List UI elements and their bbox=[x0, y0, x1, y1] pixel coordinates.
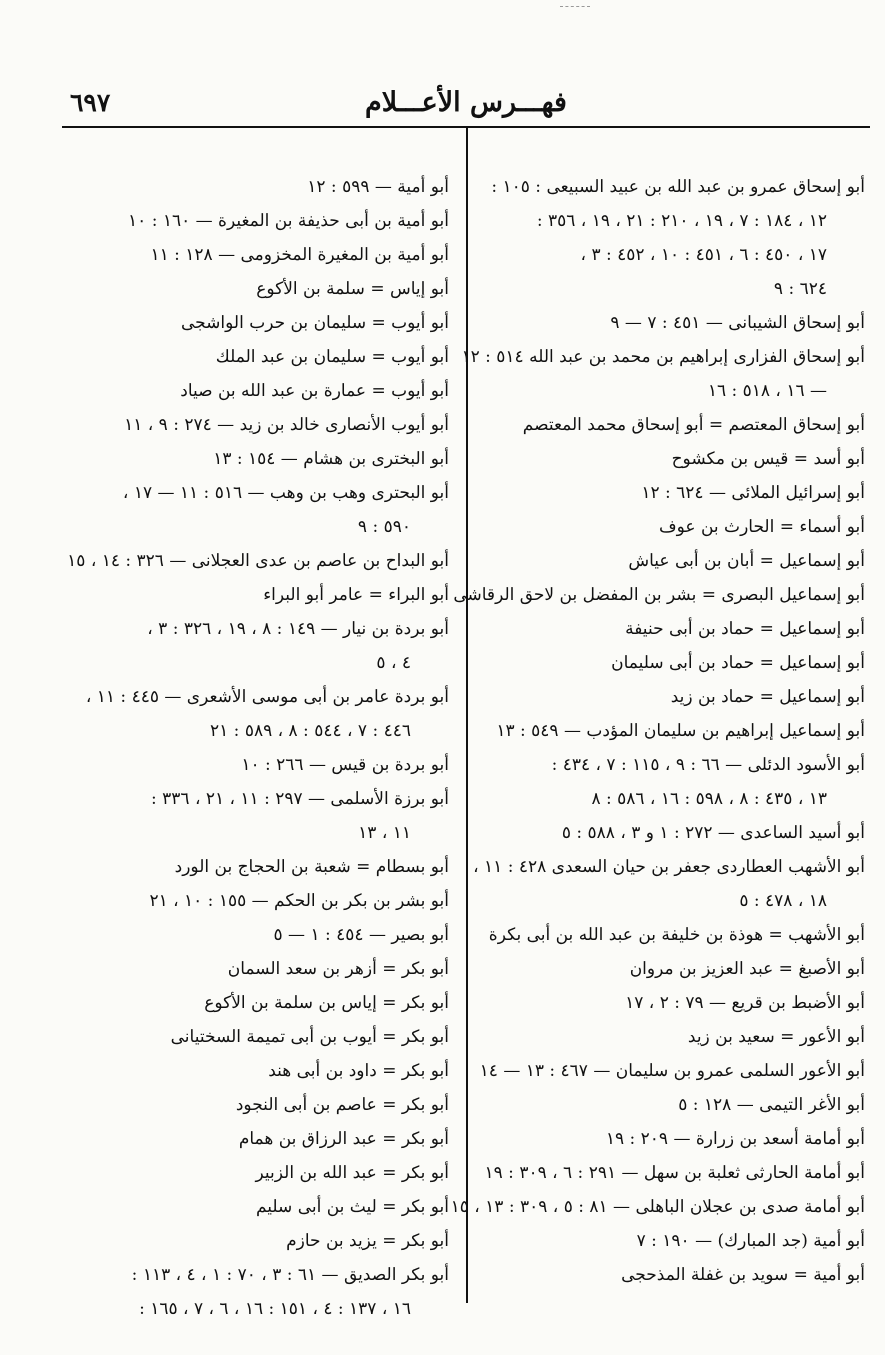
index-entry: أبو إسماعيل البصرى = بشر بن المفضل بن لاحق الرقاشى bbox=[453, 585, 865, 605]
index-entry: أبو بكر = عبد الله بن الزبير bbox=[255, 1163, 449, 1183]
left-column bbox=[69, 170, 449, 1326]
index-entry: أبو بشر بن بكر بن الحكم — ١٥٥ : ١٠ ، ٢١ bbox=[149, 891, 449, 911]
index-entry: أبو أيوب = سليمان بن حرب الواشجى bbox=[181, 313, 449, 333]
index-entry: أبو أسماء = الحارث بن عوف bbox=[659, 517, 865, 537]
right-column bbox=[450, 170, 865, 1292]
index-entry: أبو إسماعيل = حماد بن زيد bbox=[670, 687, 865, 707]
index-entry: أبو أيوب = سليمان بن عبد الملك bbox=[215, 347, 449, 367]
index-entry: ٥٩٠ : ٩ bbox=[357, 517, 411, 537]
index-entry: ١٦ ، ١٣٧ : ٤ ، ١٥١ : ١٦ ، ٦ ، ٧ ، ١٦٥ : bbox=[139, 1299, 411, 1319]
page-title: فهـــرس الأعـــلام bbox=[365, 87, 567, 118]
index-entry: ٤ ، ٥ bbox=[376, 653, 411, 673]
index-entry: أبو برزة الأسلمى — ٢٩٧ : ١١ ، ٢١ ، ٣٣٦ : bbox=[151, 789, 449, 809]
index-entry: أبو بصير — ٤٥٤ : ١ — ٥ bbox=[273, 925, 449, 945]
index-entry: أبو أسيد الساعدى — ٢٧٢ : ١ و ٣ ، ٥٨٨ : ٥ bbox=[561, 823, 865, 843]
index-entry: أبو البحترى وهب بن وهب — ٥١٦ : ١١ — ١٧ ، bbox=[122, 483, 449, 503]
index-entry: أبو إسحاق الشيبانى — ٤٥١ : ٧ — ٩ bbox=[610, 313, 865, 333]
index-entry: أبو الأعور = سعيد بن زيد bbox=[687, 1027, 865, 1047]
index-entry: أبو الأصبغ = عبد العزيز بن مروان bbox=[629, 959, 865, 979]
index-entry: ٦٢٤ : ٩ bbox=[773, 279, 827, 299]
index-entry: أبو بسطام = شعبة بن الحجاج بن الورد bbox=[174, 857, 449, 877]
index-entry: ١١ ، ١٣ bbox=[358, 823, 411, 843]
index-entry: ٤٤٦ : ٧ ، ٥٤٤ : ٨ ، ٥٨٩ : ٢١ bbox=[210, 721, 411, 741]
page-number: ٦٩٧ bbox=[70, 88, 111, 117]
index-entry: أبو الأشهب العطاردى جعفر بن حيان السعدى ٤٢٨ : ١١ ، bbox=[473, 857, 865, 877]
index-entry: أبو إسحاق المعتصم = أبو إسحاق محمد المعتصم bbox=[522, 415, 865, 435]
index-entry: أبو إسماعيل = حماد بن أبى سليمان bbox=[611, 653, 865, 673]
index-entry: أبو إسحاق عمرو بن عبد الله بن عبيد السبيعى : ١٠٥ : bbox=[491, 177, 865, 197]
index-entry: أبو بكر = يزيد بن حازم bbox=[286, 1231, 449, 1251]
index-entry: ١٢ ، ١٨٤ : ٧ ، ١٩ ، ٢١٠ : ٢١ ، ١٩ ، ٣٥٦ : bbox=[536, 211, 827, 231]
index-entry: أبو البراء = عامر أبو البراء bbox=[263, 585, 449, 605]
index-entry: أبو أمية بن المغيرة المخزومى — ١٢٨ : ١١ bbox=[150, 245, 449, 265]
index-entry: أبو الأعور السلمى عمرو بن سليمان — ٤٦٧ : ١٣ — ١٤ bbox=[479, 1061, 865, 1081]
index-entry: ١٨ ، ٤٧٨ : ٥ bbox=[739, 891, 827, 911]
index-entry: أبو أمية = سويد بن غفلة المذحجى bbox=[621, 1265, 865, 1285]
index-entry: أبو بكر = ليث بن أبى سليم bbox=[255, 1197, 449, 1217]
index-entry: أبو أمية بن أبى حذيفة بن المغيرة — ١٦٠ : ١٠ bbox=[128, 211, 449, 231]
index-entry: ١٣ ، ٤٣٥ : ٨ ، ٥٩٨ : ١٦ ، ٥٨٦ : ٨ bbox=[591, 789, 827, 809]
index-entry: أبو أيوب = عمارة بن عبد الله بن صياد bbox=[180, 381, 449, 401]
scan-mark bbox=[560, 6, 590, 7]
index-entry: أبو إسحاق الفزارى إبراهيم بن محمد بن عبد الله ٥١٤ : ١٢ bbox=[461, 347, 865, 367]
index-entry: أبو بكر = عاصم بن أبى النجود bbox=[235, 1095, 449, 1115]
index-entry: أبو أمية — ٥٩٩ : ١٢ bbox=[307, 177, 449, 197]
index-entry: أبو أمامة الحارثى ثعلبة بن سهل — ٢٩١ : ٦ ، ٣٠٩ : ١٩ bbox=[484, 1163, 865, 1183]
column-divider bbox=[466, 128, 468, 1303]
index-entry: أبو إسماعيل = حماد بن أبى حنيفة bbox=[625, 619, 865, 639]
index-entry: أبو بردة عامر بن أبى موسى الأشعرى — ٤٤٥ : ١١ ، bbox=[85, 687, 449, 707]
page-header bbox=[62, 84, 870, 124]
index-entry: أبو الأشهب = هوذة بن خليفة بن عبد الله بن أبى بكرة bbox=[488, 925, 865, 945]
index-entry: أبو بكر الصديق — ٦١ : ٣ ، ٧٠ : ١ ، ٤ ، ١١٣ : bbox=[131, 1265, 449, 1285]
index-entry: أبو إياس = سلمة بن الأكوع bbox=[256, 279, 449, 299]
index-entry: أبو بكر = داود بن أبى هند bbox=[268, 1061, 449, 1081]
index-entry: — ١٦ ، ٥١٨ : ١٦ bbox=[707, 381, 827, 401]
index-entry: أبو إسماعيل = أبان بن أبى عياش bbox=[628, 551, 865, 571]
index-entry: أبو الأسود الدئلى — ٦٦ : ٩ ، ١١٥ : ٧ ، ٤٣٤ : bbox=[551, 755, 865, 775]
index-entry: أبو البداح بن عاصم بن عدى العجلانى — ٣٢٦ : ١٤ ، ١٥ bbox=[67, 551, 449, 571]
index-entry: أبو البخترى بن هشام — ١٥٤ : ١٣ bbox=[213, 449, 449, 469]
index-entry: أبو أمية (جد المبارك) — ١٩٠ : ٧ bbox=[636, 1231, 865, 1251]
index-entry: أبو بكر = عبد الرزاق بن همام bbox=[238, 1129, 449, 1149]
index-entry: أبو أمامة صدى بن عجلان الباهلى — ٨١ : ٥ ، ٣٠٩ : ١٣ ، ١٥ bbox=[450, 1197, 865, 1217]
index-entry: أبو إسماعيل إبراهيم بن سليمان المؤدب — ٥٤٩ : ١٣ bbox=[496, 721, 865, 741]
index-entry: ١٧ ، ٤٥٠ : ٦ ، ٤٥١ : ١٠ ، ٤٥٢ : ٣ ، bbox=[580, 245, 827, 265]
index-entry: أبو أيوب الأنصارى خالد بن زيد — ٢٧٤ : ٩ ، ١١ bbox=[124, 415, 449, 435]
index-entry: أبو بردة بن نيار — ١٤٩ : ٨ ، ١٩ ، ٣٢٦ : ٣ ، bbox=[147, 619, 449, 639]
index-entry: أبو الأغر التيمى — ١٢٨ : ٥ bbox=[678, 1095, 865, 1115]
index-entry: أبو الأضبط بن قريع — ٧٩ : ٢ ، ١٧ bbox=[625, 993, 865, 1013]
index-entry: أبو إسرائيل الملائى — ٦٢٤ : ١٢ bbox=[641, 483, 865, 503]
index-entry: أبو بكر = أيوب بن أبى تميمة السختيانى bbox=[170, 1027, 449, 1047]
index-entry: أبو بردة بن قيس — ٢٦٦ : ١٠ bbox=[241, 755, 449, 775]
index-entry: أبو بكر = إياس بن سلمة بن الأكوع bbox=[204, 993, 449, 1013]
index-entry: أبو أسد = قيس بن مكشوح bbox=[671, 449, 865, 469]
index-entry: أبو بكر = أزهر بن سعد السمان bbox=[227, 959, 449, 979]
index-entry: أبو أمامة أسعد بن زرارة — ٢٠٩ : ١٩ bbox=[605, 1129, 865, 1149]
